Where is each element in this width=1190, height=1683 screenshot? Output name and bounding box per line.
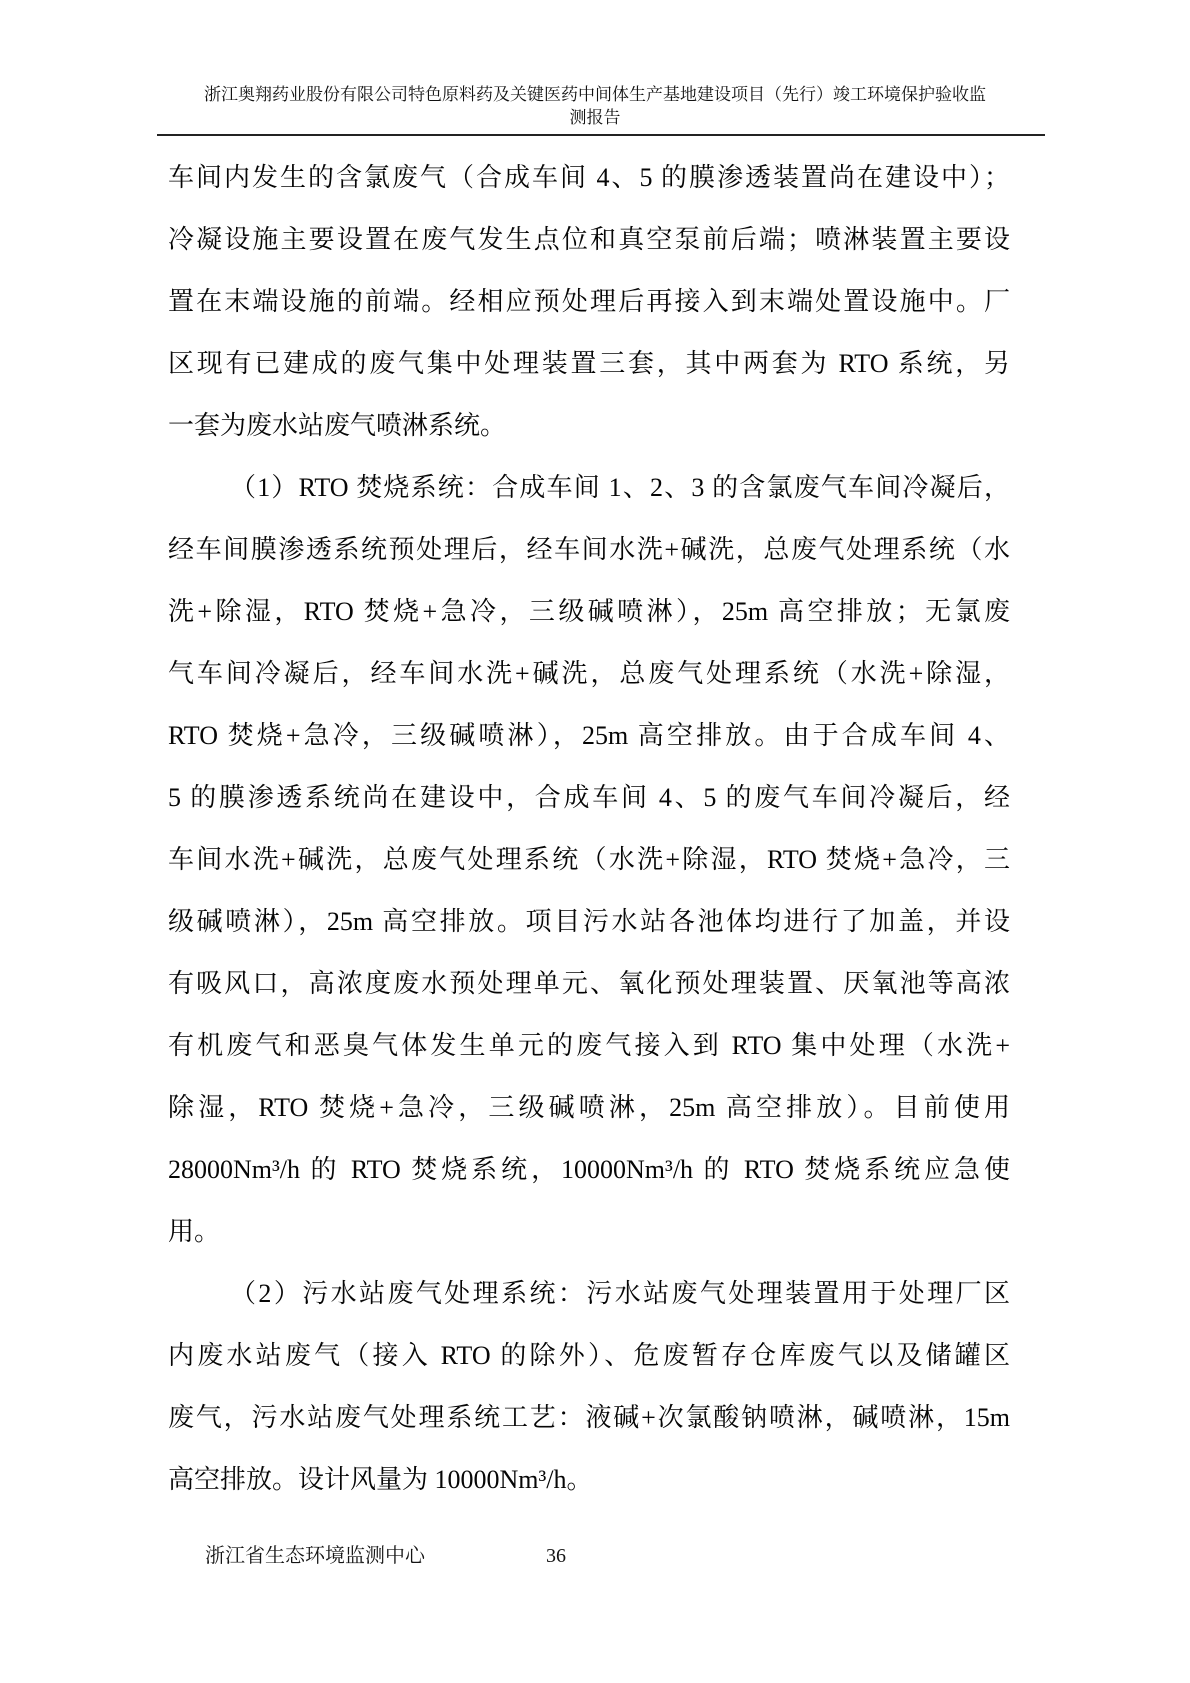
report-title-line-1: 浙江奥翔药业股份有限公司特色原料药及关键医药中间体生产基地建设项目（先行）竣工环境保护验收监 — [204, 85, 986, 104]
text-line: 冷凝设施主要设置在废气发生点位和真空泵前后端；喷淋装置主要设 — [168, 225, 1010, 254]
text-line: （2）污水站废气处理系统：污水站废气处理装置用于处理厂区 — [230, 1279, 1010, 1308]
text-line: 车间内发生的含氯废气（合成车间 4、5 的膜渗透装置尚在建设中）； — [168, 163, 1010, 192]
text-line: 洗+除湿，RTO 焚烧+急冷，三级碱喷淋），25m 高空排放；无氯废 — [168, 597, 1010, 626]
report-title-header — [150, 83, 1040, 129]
text-line: 用。 — [168, 1217, 221, 1246]
document-body — [168, 147, 1010, 1511]
text-line: 区现有已建成的废气集中处理装置三套，其中两套为 RTO 系统，另 — [168, 349, 1010, 378]
text-line: 废气，污水站废气处理系统工艺：液碱+次氯酸钠喷淋，碱喷淋，15m — [168, 1403, 1010, 1432]
paragraph-3 — [168, 1263, 1010, 1511]
page-footer — [0, 1541, 1190, 1571]
text-line: 5 的膜渗透系统尚在建设中，合成车间 4、5 的废气车间冷凝后，经 — [168, 783, 1010, 812]
text-line: 车间水洗+碱洗，总废气处理系统（水洗+除湿，RTO 焚烧+急冷，三 — [168, 845, 1010, 874]
text-line: 一套为废水站废气喷淋系统。 — [168, 411, 507, 440]
text-line: 经车间膜渗透系统预处理后，经车间水洗+碱洗，总废气处理系统（水 — [168, 535, 1010, 564]
paragraph-1 — [168, 147, 1010, 457]
text-line: 级碱喷淋），25m 高空排放。项目污水站各池体均进行了加盖，并设 — [168, 907, 1010, 936]
footer-organization: 浙江省生态环境监测中心 — [205, 1545, 425, 1567]
text-line: （1）RTO 焚烧系统：合成车间 1、2、3 的含氯废气车间冷凝后， — [230, 473, 1010, 502]
text-line: 28000Nm³/h 的 RTO 焚烧系统，10000Nm³/h 的 RTO 焚烧系统应急使 — [168, 1155, 1010, 1184]
text-line: 有吸风口，高浓度废水预处理单元、氧化预处理装置、厌氧池等高浓 — [168, 969, 1010, 998]
page-number: 36 — [546, 1545, 566, 1567]
header-rule — [157, 134, 1045, 136]
report-title-line-2: 测报告 — [569, 108, 621, 127]
text-line: 高空排放。设计风量为 10000Nm³/h。 — [168, 1465, 593, 1494]
text-line: 除湿，RTO 焚烧+急冷，三级碱喷淋，25m 高空排放）。目前使用 — [168, 1093, 1010, 1122]
paragraph-2 — [168, 457, 1010, 1263]
text-line: 置在末端设施的前端。经相应预处理后再接入到末端处置设施中。厂 — [168, 287, 1010, 316]
text-line: RTO 焚烧+急冷，三级碱喷淋），25m 高空排放。由于合成车间 4、 — [168, 721, 1010, 750]
text-line: 内废水站废气（接入 RTO 的除外）、危废暂存仓库废气以及储罐区 — [168, 1341, 1010, 1370]
text-line: 气车间冷凝后，经车间水洗+碱洗，总废气处理系统（水洗+除湿， — [168, 659, 1010, 688]
text-line: 有机废气和恶臭气体发生单元的废气接入到 RTO 集中处理（水洗+ — [168, 1031, 1010, 1060]
